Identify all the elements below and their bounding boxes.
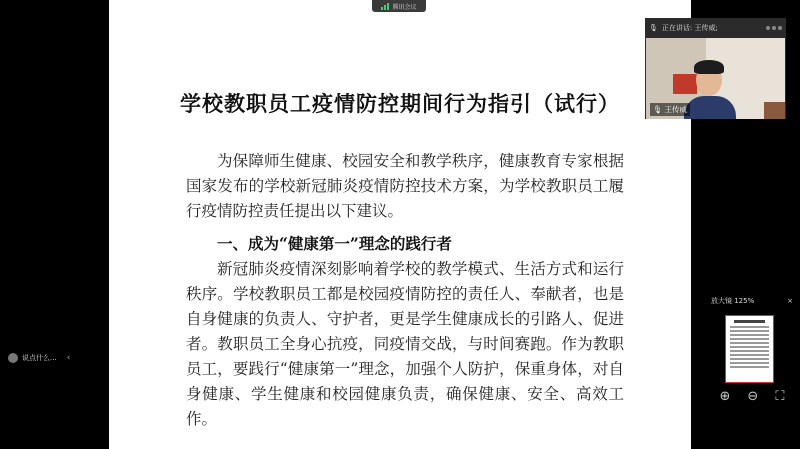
meeting-app-label: 腾讯会议 [392, 3, 417, 11]
section-heading: 一、成为“健康第一”理念的践行者 [217, 234, 452, 253]
magnifier-label: 放大镜 125% [711, 297, 755, 305]
active-speaker-text: 正在讲话: 王传威; [661, 24, 718, 32]
meeting-status-bar[interactable] [372, 0, 426, 12]
speaker-video [646, 38, 785, 119]
speaker-header [645, 18, 786, 38]
paragraph-intro: 为保障师生健康、校园安全和教学秩序，健康教育专家根据国家发布的学校新冠肺炎疫情防控技术方案，为学校教职员工履行疫情防控责任提出以下建议。 [186, 152, 624, 220]
shared-document [109, 0, 691, 449]
speaker-name: 王传威 [664, 105, 688, 114]
paragraph-section-1: 新冠肺炎疫情深刻影响着学校的教学模式、生活方式和运行秩序。学校教职员工都是校园疫情防控的责任人、奉献者，也是自身健康的负责人、守护者，更是学生健康成长的引路人、促进者。教职员工全身心抗疫，同疫情交战，与时间赛跑。作为教职员工，要践行“健康第一”理念，加强个人防护，保重身体，对自身健康、学生健康和校园健康负责，确保健康、安全、高效工作。 [186, 260, 624, 428]
chat-icon [8, 353, 18, 363]
more-options-icon[interactable] [766, 26, 782, 30]
close-icon[interactable]: × [787, 297, 793, 305]
document-title: 学校教职员工疫情防控期间行为指引（试行） [180, 91, 620, 116]
mic-icon: 🎙 [653, 105, 663, 114]
signal-icon [381, 3, 389, 10]
chat-placeholder[interactable]: 说点什么... [22, 354, 57, 362]
mic-icon: 🎙 [649, 24, 658, 32]
chat-input-bar[interactable] [8, 349, 86, 367]
zoom-in-icon[interactable]: ⊕ [719, 389, 731, 404]
zoom-out-icon[interactable]: ⊖ [747, 389, 759, 404]
chevron-left-icon[interactable]: ‹ [66, 353, 71, 363]
speaker-name-tag [650, 103, 690, 116]
fit-screen-icon[interactable]: ⛶ [775, 389, 785, 404]
speaker-video-panel[interactable] [645, 18, 786, 119]
magnifier-panel [711, 294, 793, 414]
page-thumbnail[interactable] [725, 315, 774, 383]
